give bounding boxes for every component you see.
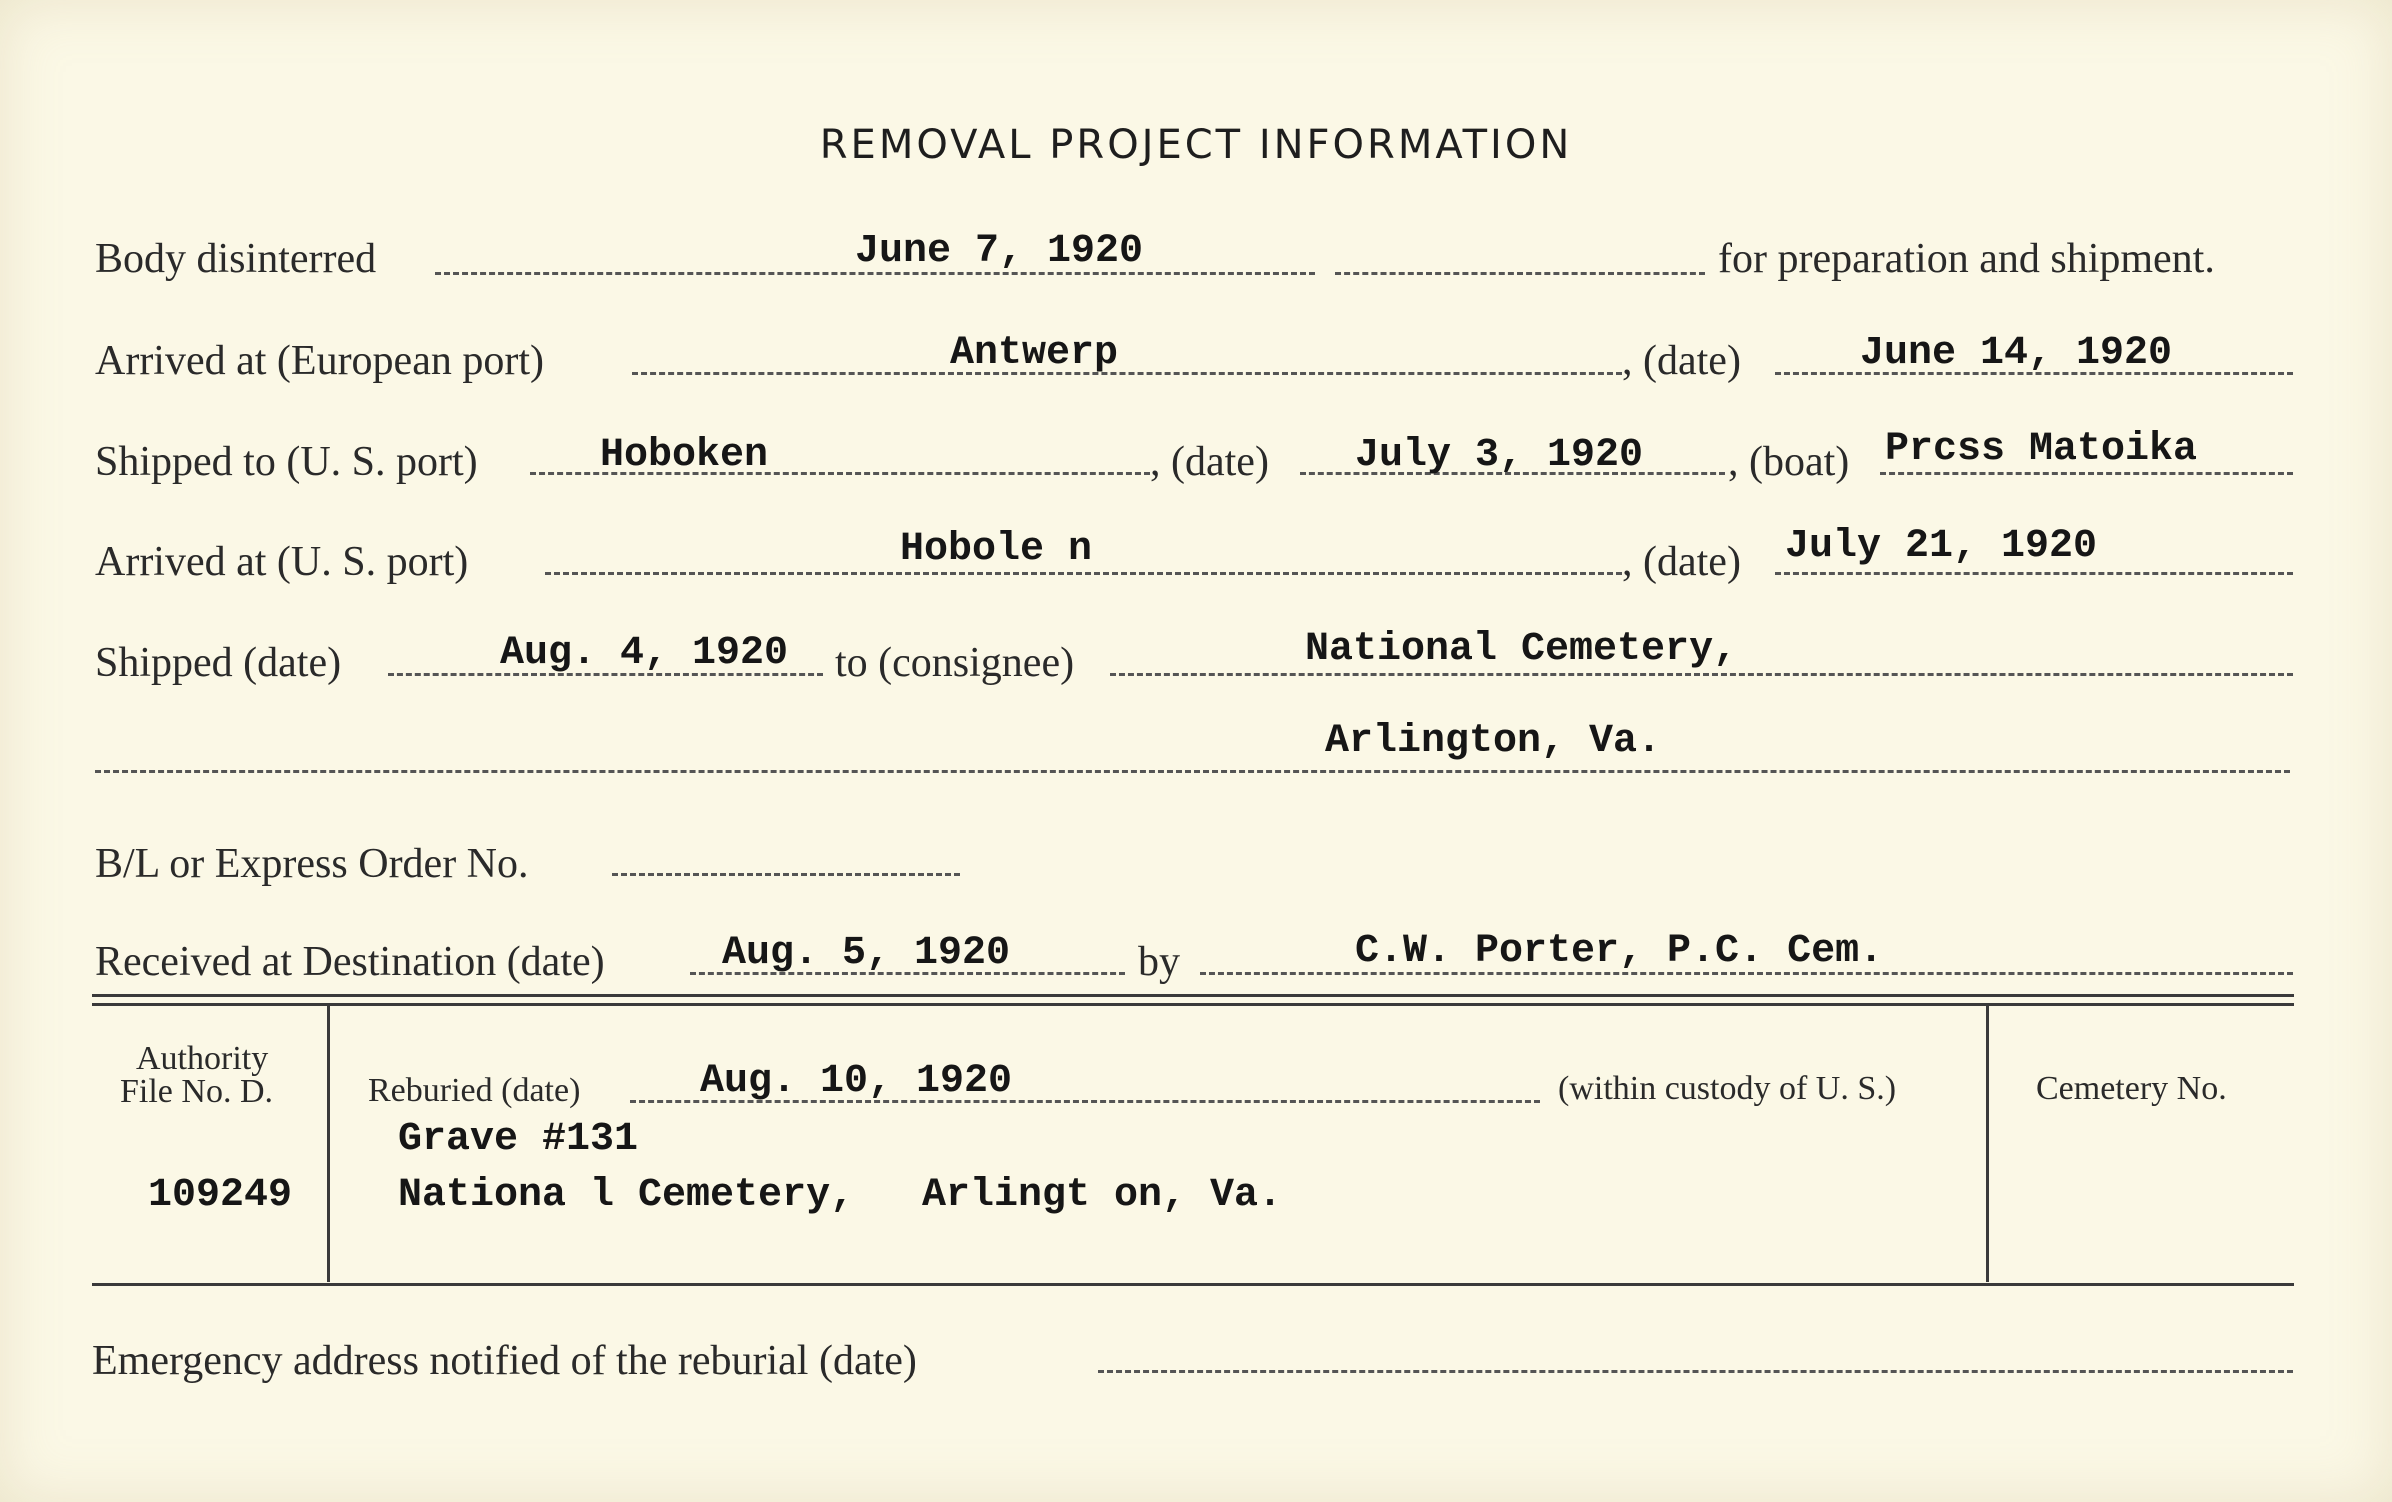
consignee-line-2: Arlington, Va.	[1325, 719, 1662, 764]
boat-value: Prcss Matoika	[1885, 427, 2198, 472]
boat-label: , (boat)	[1728, 439, 1850, 485]
consignee-line	[1110, 673, 2293, 676]
authority-divider	[327, 1006, 330, 1282]
bl-order-label: B/L or Express Order No.	[95, 841, 529, 887]
authority-label-line-2: File No. D.	[120, 1073, 273, 1110]
shipped-date-value: Aug. 4, 1920	[500, 631, 789, 676]
consignee-label: to (consignee)	[835, 640, 1075, 686]
cemetery-divider	[1986, 1006, 1989, 1282]
arrived-us-date-value: July 21, 1920	[1785, 524, 2098, 569]
shipped-us-date-label: , (date)	[1150, 439, 1269, 485]
received-date-value: Aug. 5, 1920	[722, 931, 1011, 976]
emergency-address-label: Emergency address notified of the reburial (date)	[92, 1338, 917, 1384]
arrived-us-date-line	[1775, 572, 2293, 575]
arrived-european-date-value: June 14, 1920	[1860, 331, 2173, 376]
body-disinterred-label: Body disinterred	[95, 236, 377, 282]
double-rule-top	[92, 994, 2294, 997]
received-by-label: by	[1138, 939, 1180, 985]
consignee-continuation-line	[95, 770, 2290, 773]
arrived-european-port-line	[632, 372, 1622, 375]
emergency-address-line	[1098, 1370, 2293, 1373]
reburied-date-label: Reburied (date)	[368, 1072, 581, 1109]
for-preparation-label: for preparation and shipment.	[1718, 236, 2215, 282]
double-rule-bottom	[92, 1003, 2294, 1006]
received-destination-label: Received at Destination (date)	[95, 939, 605, 985]
boat-line	[1880, 472, 2293, 475]
arrived-european-port-value: Antwerp	[950, 331, 1119, 376]
custody-label: (within custody of U. S.)	[1558, 1070, 1897, 1107]
authority-file-number: 109249	[148, 1173, 293, 1218]
shipped-us-port-label: Shipped to (U. S. port)	[95, 439, 478, 485]
reburial-location: Arlingt on, Va.	[922, 1173, 1283, 1218]
form-title: REMOVAL PROJECT INFORMATION	[819, 122, 1573, 168]
shipped-us-port-value: Hoboken	[600, 433, 769, 478]
body-disinterred-line-2	[1335, 272, 1705, 275]
body-disinterred-value: June 7, 1920	[855, 229, 1144, 274]
arrived-us-port-line	[545, 572, 1622, 575]
consignee-line-1: National Cemetery,	[1305, 627, 1738, 672]
arrived-us-port-value: Hobole n	[900, 527, 1093, 572]
grave-number: Grave #131	[398, 1117, 639, 1162]
reburied-date-value: Aug. 10, 1920	[700, 1059, 1013, 1104]
reburial-cemetery: Nationa l Cemetery,	[398, 1173, 855, 1218]
arrived-us-date-label: , (date)	[1622, 539, 1741, 585]
arrived-european-date-label: , (date)	[1622, 338, 1741, 384]
authority-label-line-1: Authority	[136, 1040, 269, 1077]
bottom-rule	[92, 1283, 2294, 1286]
bl-order-line	[612, 873, 960, 876]
shipped-us-date-value: July 3, 1920	[1355, 433, 1644, 478]
shipped-date-label: Shipped (date)	[95, 640, 342, 686]
arrived-us-port-label: Arrived at (U. S. port)	[95, 539, 469, 585]
arrived-european-port-label: Arrived at (European port)	[95, 338, 544, 384]
received-by-value: C.W. Porter, P.C. Cem.	[1355, 929, 1884, 974]
cemetery-number-label: Cemetery No.	[2036, 1070, 2227, 1107]
